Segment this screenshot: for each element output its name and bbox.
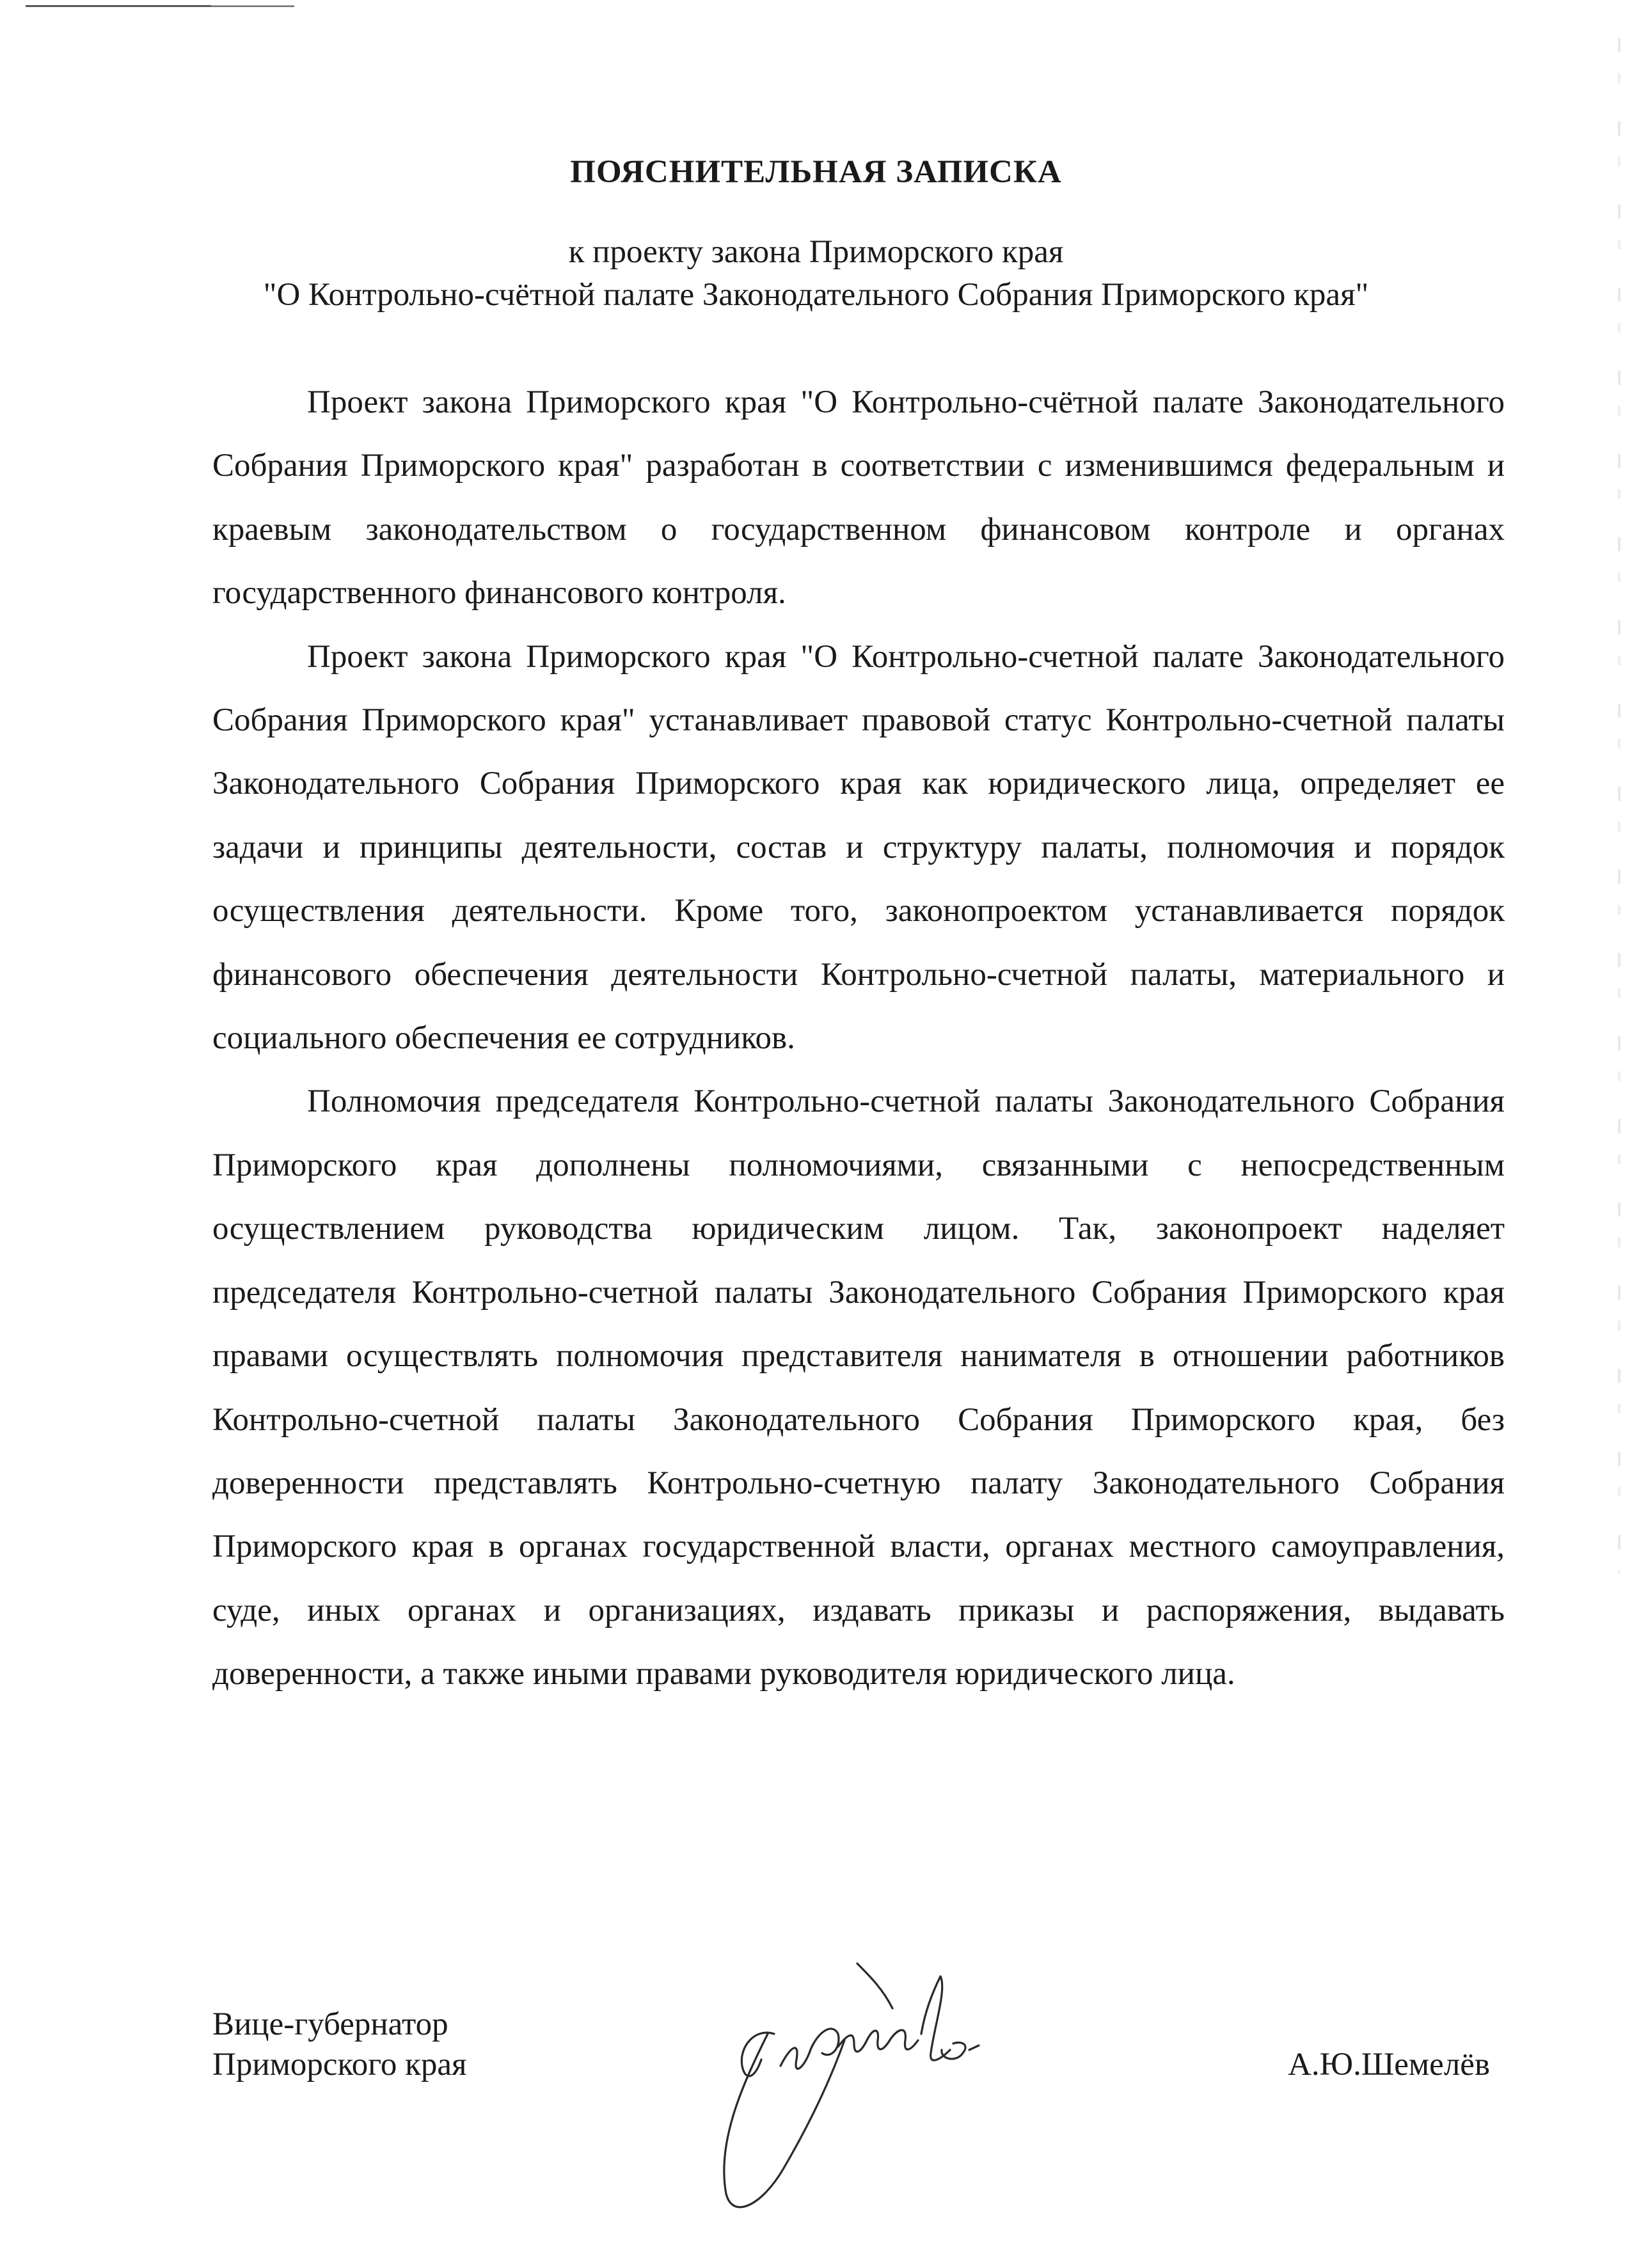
top-scan-rule-thin: [211, 5, 294, 6]
document-body: [212, 371, 1505, 1706]
signatory-name: А.Ю.Шемелёв: [1288, 2047, 1490, 2083]
signatory-position-line2: Приморского края: [212, 2047, 467, 2083]
document-subtitle-line1: к проекту закона Приморского края: [568, 234, 1064, 270]
handwritten-signature: [678, 1938, 1011, 2219]
paragraph-3: Полномочия председателя Контрольно-счетной палаты Законодательного Собрания Приморского края дополнены полномочиями, связанными с непосредственным осуществлением руководства юридическим лицом. Так, законопроект наделяет председателя Контрольно-счетной палаты Законодательного Собрания Приморского края правами осуществлять полномочия представителя нанимателя в отношении работников Контрольно-счетной палаты Законодательного Собрания Приморского края, без доверенности представлять Контрольно-счетную палату Законодательного Собрания Приморского края в органах государственной власти, органах местного самоуправления, суде, иных органах и организациях, издавать приказы и распоряжения, выдавать доверенности, а также иными правами руководителя юридического лица.: [212, 1083, 1505, 1692]
signatory-position-line1: Вице-губернатор: [212, 2006, 448, 2042]
paragraph-1: Проект закона Приморского края "О Контрольно-счётной палате Законодательного Собрания Приморского края" разработан в соответствии с изменившимся федеральным и краевым законодательством о государственном финансовом контроле и органах государственного финансового контроля.: [212, 384, 1505, 611]
signatory-position: [212, 2004, 467, 2085]
document-title: ПОЯСНИТЕЛЬНАЯ ЗАПИСКА: [570, 154, 1062, 190]
document-subtitle-line2: "О Контрольно-счётной палате Законодательного Собрания Приморского края": [263, 277, 1369, 313]
paragraph-2: Проект закона Приморского края "О Контрольно-счетной палате Законодательного Собрания Приморского края" устанавливает правовой статус Контрольно-счетной палаты Законодательного Собрания Приморского края как юридического лица, определяет ее задачи и принципы деятельности, состав и структуру палаты, полномочия и порядок осуществления деятельности. Кроме того, законопроектом устанавливается порядок финансового обеспечения деятельности Контрольно-счетной палаты, материального и социального обеспечения ее сотрудников.: [212, 638, 1505, 1057]
